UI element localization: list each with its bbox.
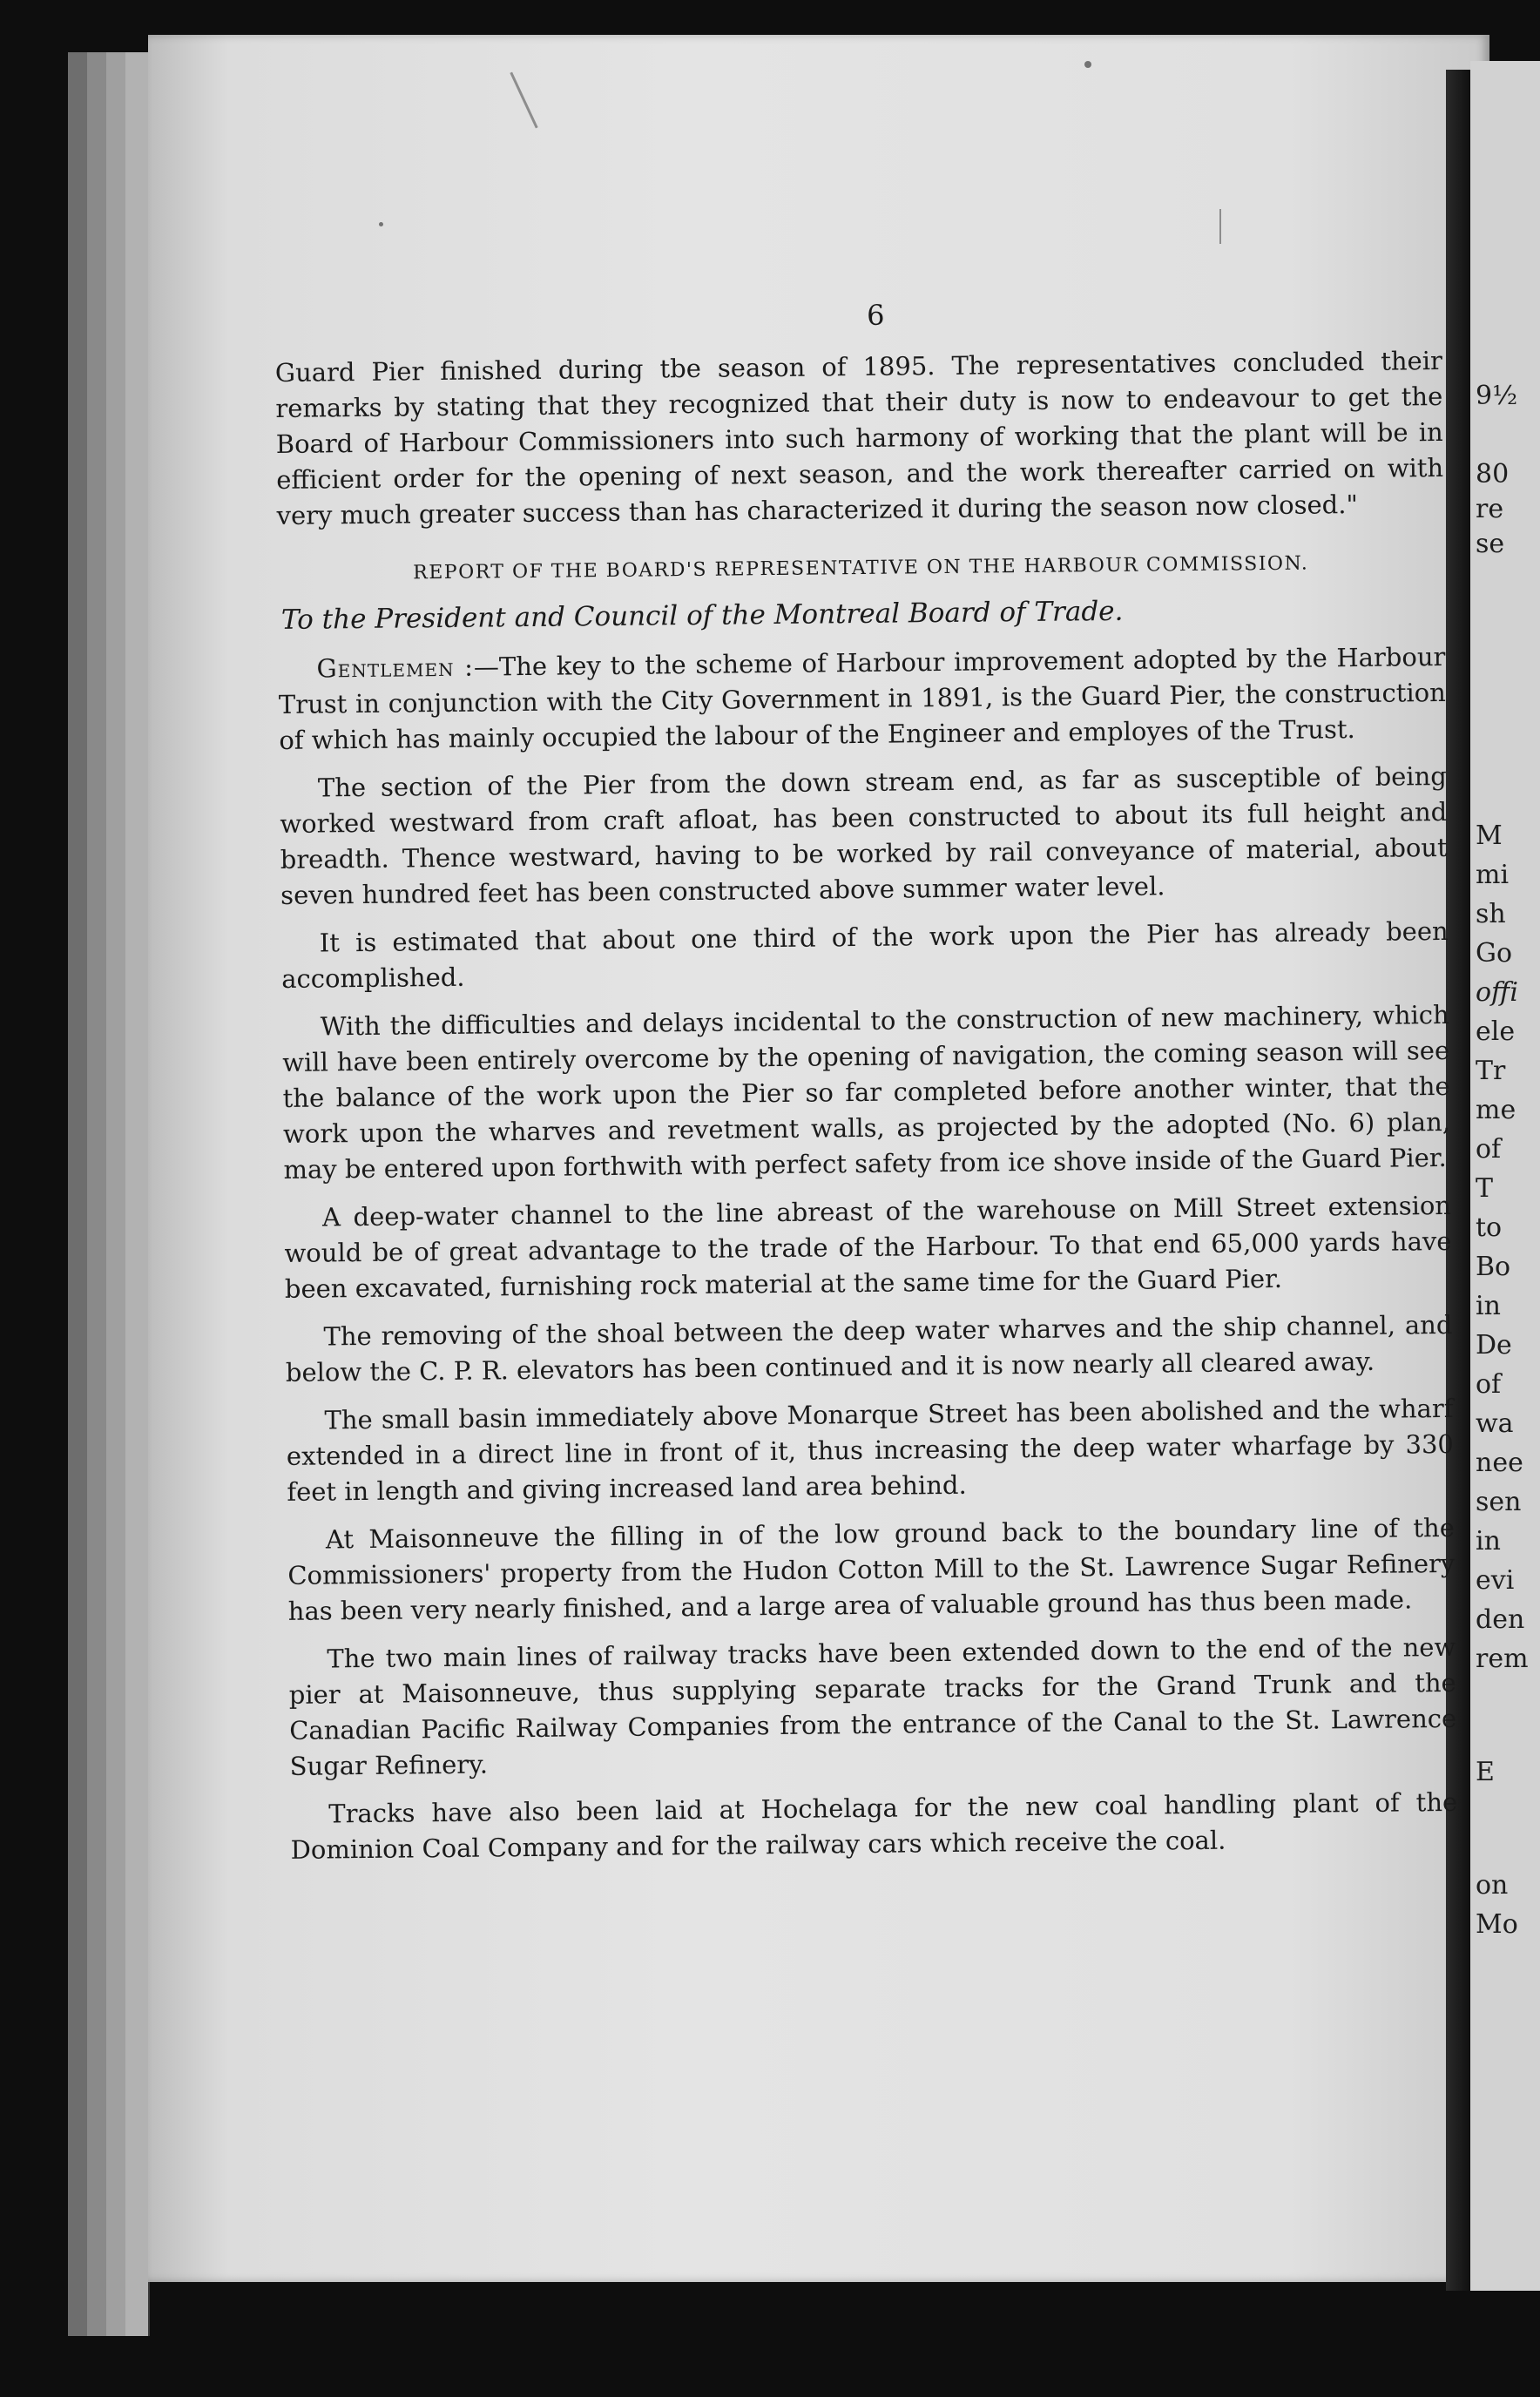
adjacent-page-fragment: Tr — [1476, 1056, 1506, 1086]
body-paragraph: It is estimated that about one third of the work upon the Pier has already been accomplished. — [281, 915, 1449, 994]
adjacent-page-fragment: mi — [1476, 860, 1510, 890]
adjacent-page-fragment: Mo — [1476, 1909, 1518, 1940]
body-paragraph: A deep-water channel to the line abreast of the warehouse on Mill Street extension would be of great advantage to the trade of the Harbour. To that end 65,000 yards have been excavated, furnishing rock material at the same time for the Guard Pier. — [284, 1190, 1452, 1304]
adjacent-page-fragment: re — [1476, 494, 1504, 524]
page-content — [274, 284, 1458, 1880]
page-stack-edge — [125, 52, 150, 2336]
adjacent-page-fragment: nee — [1476, 1448, 1523, 1478]
letter-address: To the President and Council of the Montreal Board of Trade. — [280, 595, 1124, 636]
adjacent-page-fragment: sh — [1476, 899, 1506, 929]
adjacent-page-fragment: T — [1476, 1173, 1494, 1204]
body-paragraph: The removing of the shoal between the deep water wharves and the ship channel, and below the C. P. R. elevators has been continued and it is now nearly all cleared away. — [285, 1309, 1453, 1388]
adjacent-page-fragment: me — [1476, 1095, 1516, 1125]
continued-paragraph: Guard Pier finished during tbe season of 1895. The representatives concluded their remarks by stating that they recognized that their duty is now to endeavour to get the Board of Harbour Commissioners into such harmony of working that the plant will be in efficient order for the opening of next season, and the work thereafter carried on with very much greater success than has characterized it during the season now closed." — [274, 345, 1444, 530]
adjacent-page-fragment: in — [1476, 1526, 1501, 1556]
body-paragraph: At Maisonneuve the filling in of the low ground back to the boundary line of the Commissioners' property from the Hudon Cotton Mill to the St. Lawrence Sugar Refinery has been very nearly finished, and a large area of valuable ground has thus been made. — [287, 1512, 1456, 1626]
adjacent-page-fragment: on — [1476, 1870, 1509, 1901]
adjacent-page-fragment: se — [1476, 529, 1505, 559]
page-stack-edge — [106, 52, 127, 2336]
body-paragraph: The small basin immediately above Monarque Street has been abolished and the wharf extended in a direct line in front of it, thus increasing the deep water wharfage by 330 feet in length and giving increased land area behind. — [286, 1393, 1455, 1507]
adjacent-page-fragment: wa — [1476, 1408, 1514, 1439]
adjacent-page-fragment: offi — [1476, 977, 1518, 1008]
page-stack-edge — [68, 52, 89, 2336]
adjacent-page-fragment: sen — [1476, 1487, 1522, 1517]
adjacent-page-fragment: in — [1476, 1291, 1501, 1321]
adjacent-page-fragment: De — [1476, 1330, 1512, 1361]
adjacent-page-fragment: ele — [1476, 1016, 1516, 1047]
salutation: Gentlemen : — [316, 652, 475, 684]
adjacent-page-fragment: of — [1476, 1134, 1502, 1165]
adjacent-page-fragment: evi — [1476, 1565, 1515, 1596]
body-paragraph: Tracks have also been laid at Hochelaga for the new coal handling plant of the Dominion Coal Company and for the railway cars which receive the coal. — [290, 1786, 1458, 1865]
adjacent-page-fragment: den — [1476, 1604, 1525, 1635]
scan-speck — [379, 222, 383, 226]
adjacent-page-fragment: M — [1476, 820, 1503, 851]
adjacent-page-fragment: Go — [1476, 938, 1513, 969]
scan-scratch — [510, 72, 537, 129]
salutation-paragraph — [278, 639, 1446, 759]
scan-scratch — [1219, 209, 1221, 244]
salutation-text: —The key to the scheme of Harbour improvement adopted by the Harbour Trust in conjunction with the City Government in 1891, is the Guard Pier, the construction of which has mainly occupied the labour of the Engineer and employes of the Trust. — [278, 641, 1447, 755]
adjacent-page-fragment: 80 — [1476, 459, 1510, 490]
adjacent-page-fragment: to — [1476, 1212, 1503, 1243]
body-paragraph: The two main lines of railway tracks have been extended down to the end of the new pier at Maisonneuve, thus supplying separate tracks for the Grand Trunk and the Canadian Pacific Railway Companies from the entrance of the Canal to the St. Lawrence Sugar Refinery. — [288, 1631, 1457, 1781]
body-paragraph: With the difficulties and delays incidental to the construction of new machinery, which will have been entirely overcome by the opening of navigation, the coming season will see the balance of the work upon the Pier so far completed before another winter, that the work upon the wharves and revetment walls, as projected by the adopted (No. 6) plan, may be entered upon forthwith with perfect safety from ice shove inside of the Guard Pier. — [282, 999, 1451, 1185]
adjacent-page-edge — [1470, 61, 1540, 2291]
page-number: 6 — [866, 298, 885, 332]
adjacent-page-fragment: of — [1476, 1369, 1502, 1400]
page-stack-edge — [87, 52, 108, 2336]
adjacent-page-fragment: E — [1476, 1757, 1495, 1787]
adjacent-page-fragment: rem — [1476, 1644, 1529, 1674]
adjacent-page-fragment: Bo — [1476, 1252, 1511, 1282]
scan-speck — [1084, 61, 1091, 68]
report-heading: REPORT OF THE BOARD'S REPRESENTATIVE ON THE HARBOUR COMMISSION. — [413, 552, 1309, 584]
body-paragraph: The section of the Pier from the down stream end, as far as susceptible of being worked westward from craft afloat, has been constructed to about its full height and breadth. Thence westward, having to be worked by rail conveyance of material, about seven hundred feet has been constructed above summer water level. — [280, 760, 1448, 910]
adjacent-page-fragment: 9½ — [1476, 381, 1518, 411]
